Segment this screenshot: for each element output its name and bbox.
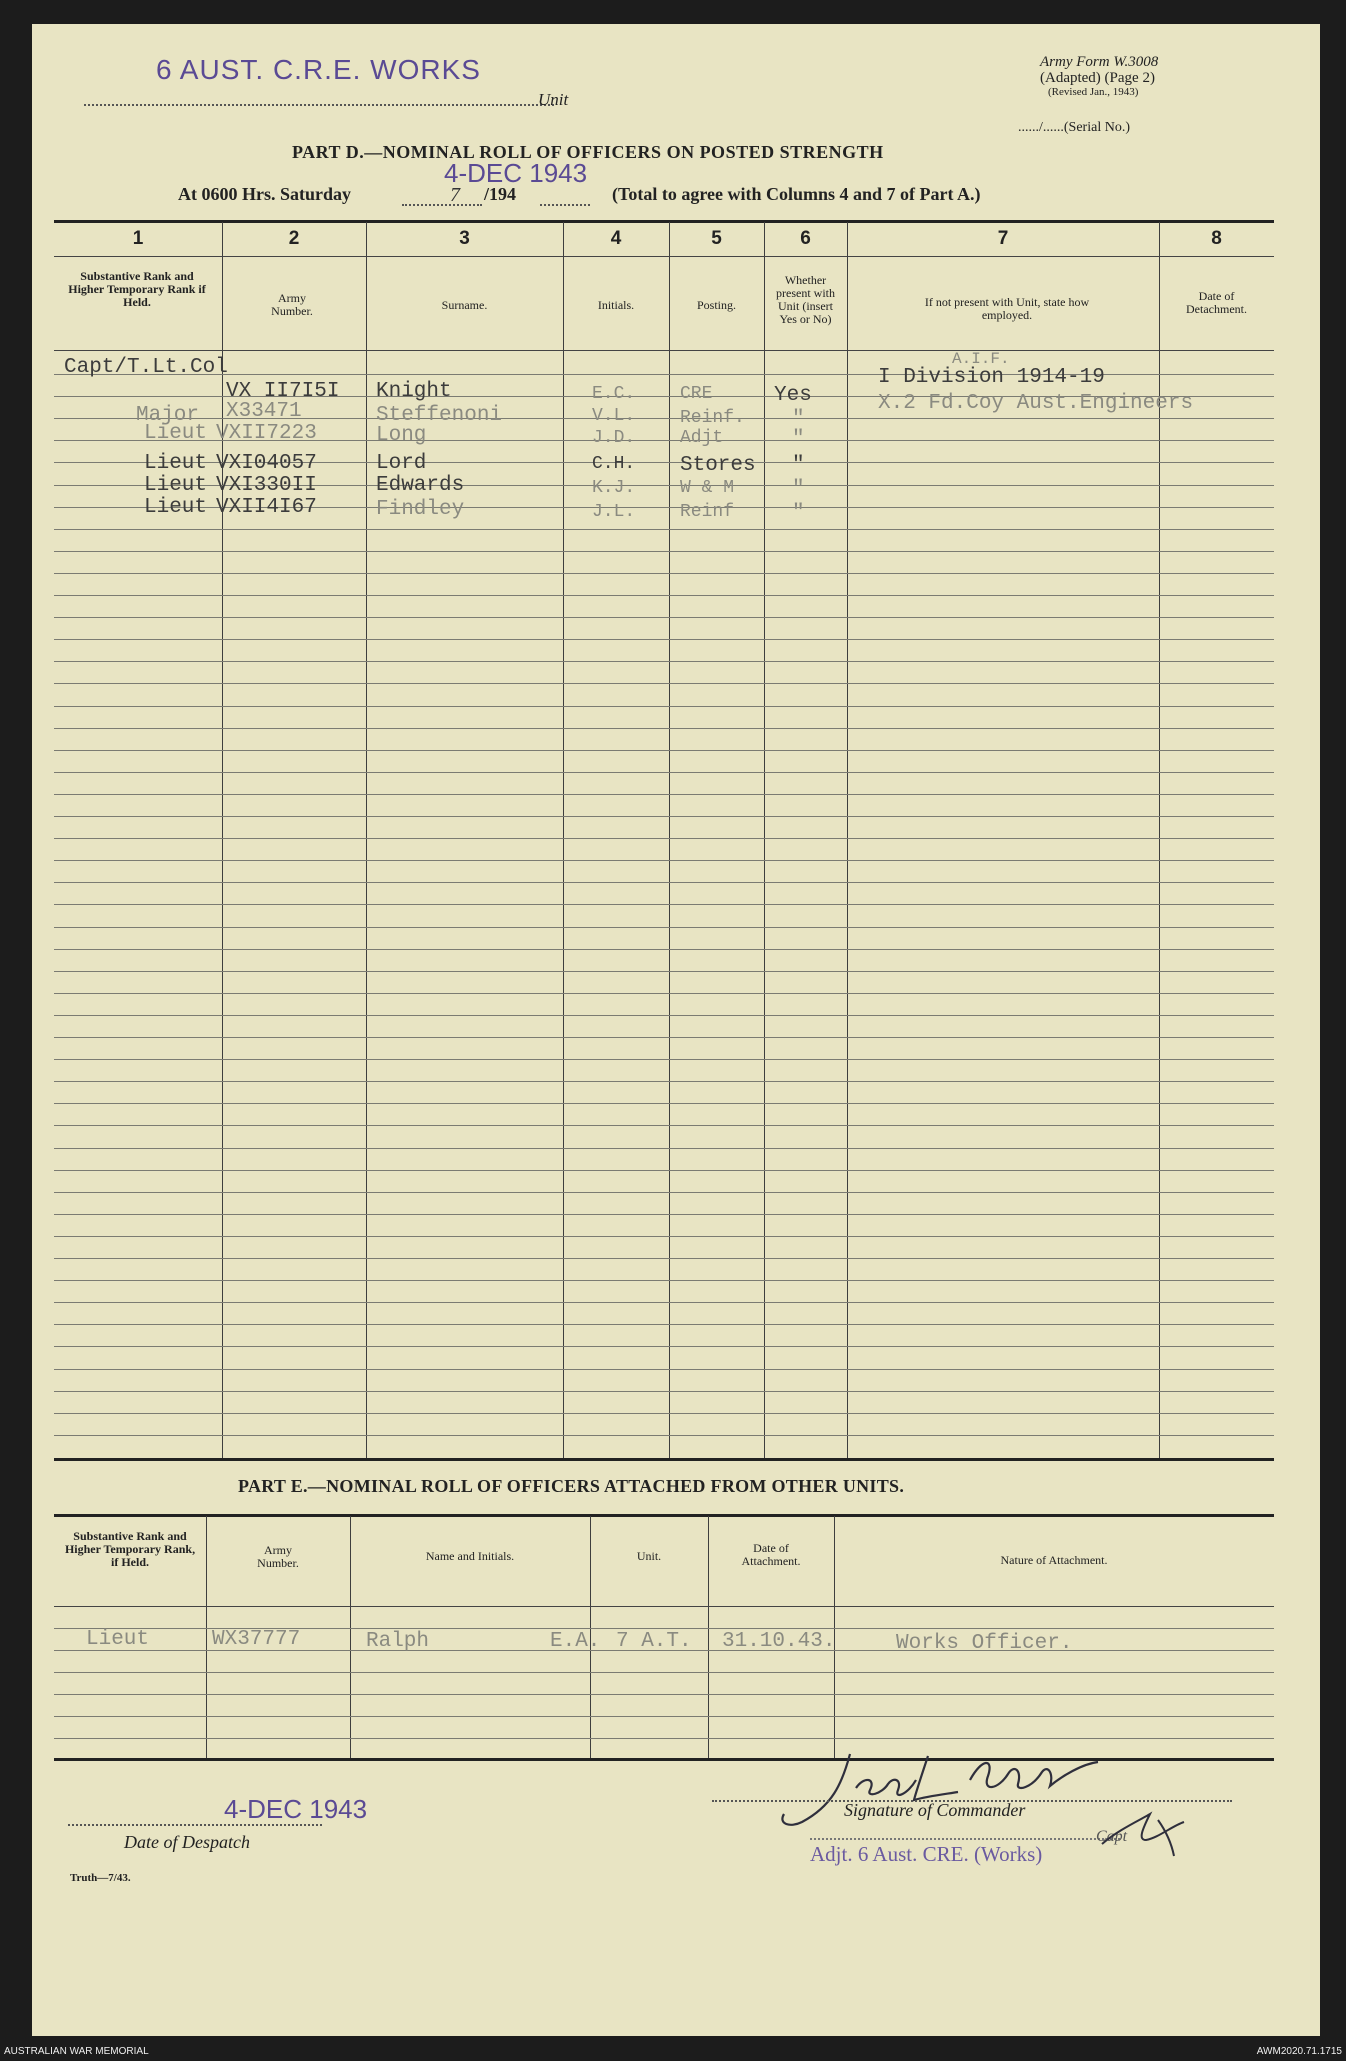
ruled-line: [54, 1103, 1274, 1104]
date-handwritten: 7: [450, 184, 460, 206]
ruled-line: [54, 1694, 1274, 1695]
row-surname: Steffenoni: [376, 404, 503, 427]
year-label: /194: [484, 184, 517, 204]
e-row-name: Ralph: [366, 1630, 430, 1653]
ruled-line: [54, 1236, 1274, 1237]
ruled-line: [54, 551, 1274, 552]
row-surname: Knight: [376, 380, 452, 403]
unit-dotted-line: [84, 104, 554, 106]
row-initials: K.J.: [592, 478, 636, 498]
row-number: VXI04057: [216, 452, 317, 475]
col-number: 3: [459, 228, 470, 249]
ruled-line: [54, 993, 1274, 994]
ruled-line: [54, 1125, 1274, 1126]
despatch-stamp: 4-DEC 1943: [224, 1794, 368, 1824]
col-number: 7: [997, 228, 1009, 249]
part-d-col-divider: [669, 222, 670, 1458]
e-header-unit: Unit.: [636, 1549, 662, 1563]
form-name: Army Form W.3008: [1040, 54, 1159, 70]
ruled-line: [54, 595, 1274, 596]
row-posting: Stores: [680, 454, 756, 477]
unit-label: Unit: [538, 90, 569, 109]
col-header-rank: Substantive Rank and Higher Temporary Rank if Held.: [68, 269, 206, 309]
row-number: VX II7I5I: [226, 380, 340, 403]
row-present: ": [792, 428, 805, 451]
row-posting: W & M: [680, 478, 735, 498]
form-revised: (Revised Jan., 1943): [1048, 86, 1139, 98]
col-header-posting: Posting.: [696, 298, 736, 312]
ruled-line: [54, 860, 1274, 861]
col-header-initials: Initials.: [597, 298, 635, 312]
ruled-line: [54, 706, 1274, 707]
ruled-line: [54, 772, 1274, 773]
e-row-number: WX37777: [212, 1628, 301, 1651]
ruled-line: [54, 1258, 1274, 1259]
row-present: ": [792, 502, 805, 525]
e-header-name: Name and Initials.: [425, 1549, 515, 1563]
ruled-line: [54, 816, 1274, 817]
ruled-line: [54, 617, 1274, 618]
despatch-dotted-line: [68, 1824, 322, 1826]
despatch-label: Date of Despatch: [124, 1832, 250, 1852]
row-rank: Lieut: [144, 474, 208, 497]
col-header-detachment: Date of Detachment.: [1186, 289, 1247, 316]
part-d-top-rule: [54, 220, 1274, 223]
e-row-unit: 7 A.T.: [616, 1630, 692, 1653]
ruled-line: [54, 661, 1274, 662]
capt-label: Capt: [1096, 1828, 1128, 1845]
col-number: 6: [800, 228, 811, 249]
part-e-header-rule: [54, 1606, 1274, 1607]
ruled-line: [54, 882, 1274, 883]
ruled-line: [54, 1170, 1274, 1171]
unit-stamp: 6 AUST. C.R.E. WORKS: [156, 54, 481, 85]
part-d-col-divider: [563, 222, 564, 1458]
serial-label: ....../......(Serial No.): [1018, 120, 1130, 135]
row-number: X33471: [226, 400, 302, 423]
year-dotted-line: [540, 204, 590, 206]
ruled-line: [54, 949, 1274, 950]
col-number: 8: [1211, 228, 1222, 249]
row-posting: Reinf.: [680, 408, 745, 428]
part-e-title: PART E.—NOMINAL ROLL OF OFFICERS ATTACHED FROM OTHER UNITS.: [238, 1476, 905, 1496]
row-posting: CRE: [680, 384, 713, 404]
row-posting: Adjt: [680, 428, 724, 448]
e-row-initials: E.A.: [550, 1630, 601, 1653]
ruled-line: [54, 1324, 1274, 1325]
part-d-header-rule: [54, 350, 1274, 351]
printer-mark: Truth—7/43.: [70, 1872, 131, 1884]
row-present: ": [792, 454, 805, 477]
ruled-line: [54, 1148, 1274, 1149]
row-employed: X.2 Fd.Coy Aust.Engineers: [878, 392, 1194, 415]
ruled-line: [54, 1672, 1274, 1673]
ruled-line: [54, 794, 1274, 795]
col-number: 1: [132, 228, 144, 249]
row-number: VXII7223: [216, 422, 317, 445]
row-initials: J.L.: [592, 502, 636, 522]
ruled-line: [54, 1738, 1274, 1739]
at-label: At 0600 Hrs. Saturday: [178, 184, 352, 204]
row-number: VXI330II: [216, 474, 317, 497]
row-employed: I Division 1914-19: [878, 366, 1105, 389]
ruled-line: [54, 573, 1274, 574]
col-header-army-number: Army Number.: [271, 291, 313, 318]
row-initials: J.D.: [592, 428, 636, 448]
ruled-line: [54, 1081, 1274, 1082]
col-header-present: Whether present with Unit (insert Yes or No): [776, 273, 835, 326]
row-rank: Capt/T.Lt.Col: [64, 356, 228, 379]
ruled-line: [54, 529, 1274, 530]
e-header-nature: Nature of Attachment.: [1000, 1553, 1108, 1567]
e-header-date: Date of Attachment.: [741, 1541, 801, 1568]
row-initials: V.L.: [592, 406, 636, 426]
row-rank: Lieut: [144, 422, 208, 445]
ruled-line: [54, 838, 1274, 839]
row-surname: Long: [376, 424, 427, 447]
ruled-line: [54, 1346, 1274, 1347]
col-number: 4: [610, 228, 622, 249]
e-header-rank: Substantive Rank and Higher Temporary Rank, if Held.: [64, 1529, 196, 1569]
e-row-date: 31.10.43.: [722, 1630, 836, 1653]
form-page: [32, 24, 1320, 2036]
col-number: 5: [711, 228, 722, 249]
row-rank: Lieut: [144, 496, 208, 519]
archive-credit-right: AWM2020.71.1715: [1256, 2046, 1342, 2057]
row-surname: Edwards: [376, 474, 465, 497]
e-row-nature: Works Officer.: [896, 1632, 1073, 1655]
part-d-number-rule: [54, 256, 1274, 257]
ruled-line: [54, 1214, 1274, 1215]
row-rank: Major: [136, 404, 200, 427]
ruled-line: [54, 1302, 1274, 1303]
adjt-stamp: Adjt. 6 Aust. CRE. (Works): [810, 1842, 1043, 1866]
initials-signature: [1088, 1800, 1208, 1860]
ruled-line: [54, 1192, 1274, 1193]
date-dotted-line: [402, 204, 482, 206]
row-initials: C.H.: [592, 454, 636, 474]
ruled-line: [54, 1369, 1274, 1370]
part-e-top-rule: [54, 1514, 1274, 1517]
total-note: (Total to agree with Columns 4 and 7 of Part A.): [612, 184, 981, 204]
row-present: ": [792, 408, 805, 431]
ruled-line: [54, 927, 1274, 928]
col-header-surname: Surname.: [441, 298, 488, 312]
row-rank: Lieut: [144, 452, 208, 475]
part-d-col-divider: [847, 222, 848, 1458]
ruled-line: [54, 1413, 1274, 1414]
e-header-army-number: Army Number.: [257, 1543, 299, 1570]
part-d-bottom-rule: [54, 1458, 1274, 1461]
ruled-line: [54, 639, 1274, 640]
row-present: Yes: [774, 384, 812, 407]
row-initials: E.C.: [592, 384, 636, 404]
ruled-line: [54, 1280, 1274, 1281]
row-surname: Findley: [376, 498, 465, 521]
ruled-line: [54, 1037, 1274, 1038]
ruled-line: [54, 1015, 1274, 1016]
part-e-col-divider: [206, 1516, 207, 1758]
ruled-line: [54, 904, 1274, 905]
signature-label: Signature of Commander: [844, 1800, 1026, 1820]
part-d-col-divider: [222, 222, 223, 1458]
archive-credit-left: AUSTRALIAN WAR MEMORIAL: [4, 2046, 149, 2057]
part-d-title: PART D.—NOMINAL ROLL OF OFFICERS ON POSTED STRENGTH: [292, 142, 884, 162]
ruled-line: [54, 683, 1274, 684]
capt-dotted-line: [810, 1838, 1120, 1840]
row-posting: Reinf: [680, 502, 735, 522]
e-row-rank: Lieut: [86, 1628, 150, 1651]
ruled-line: [54, 1391, 1274, 1392]
form-adapted: (Adapted) (Page 2): [1040, 70, 1155, 86]
part-e-col-divider: [708, 1516, 709, 1758]
ruled-line: [54, 1059, 1274, 1060]
row-employed: A.I.F.: [952, 350, 1010, 368]
col-number: 2: [288, 228, 300, 249]
date-stamp: 4-DEC 1943: [444, 158, 588, 188]
col-header-employed: If not present with Unit, state how employed.: [924, 295, 1090, 322]
row-present: ": [792, 478, 805, 501]
part-d-col-divider: [764, 222, 765, 1458]
row-number: VXII4I67: [216, 496, 317, 519]
ruled-line: [54, 750, 1274, 751]
part-d-col-divider: [366, 222, 367, 1458]
ruled-line: [54, 1435, 1274, 1436]
row-surname: Lord: [376, 452, 427, 475]
ruled-line: [54, 971, 1274, 972]
ruled-line: [54, 728, 1274, 729]
ruled-line: [54, 1716, 1274, 1717]
